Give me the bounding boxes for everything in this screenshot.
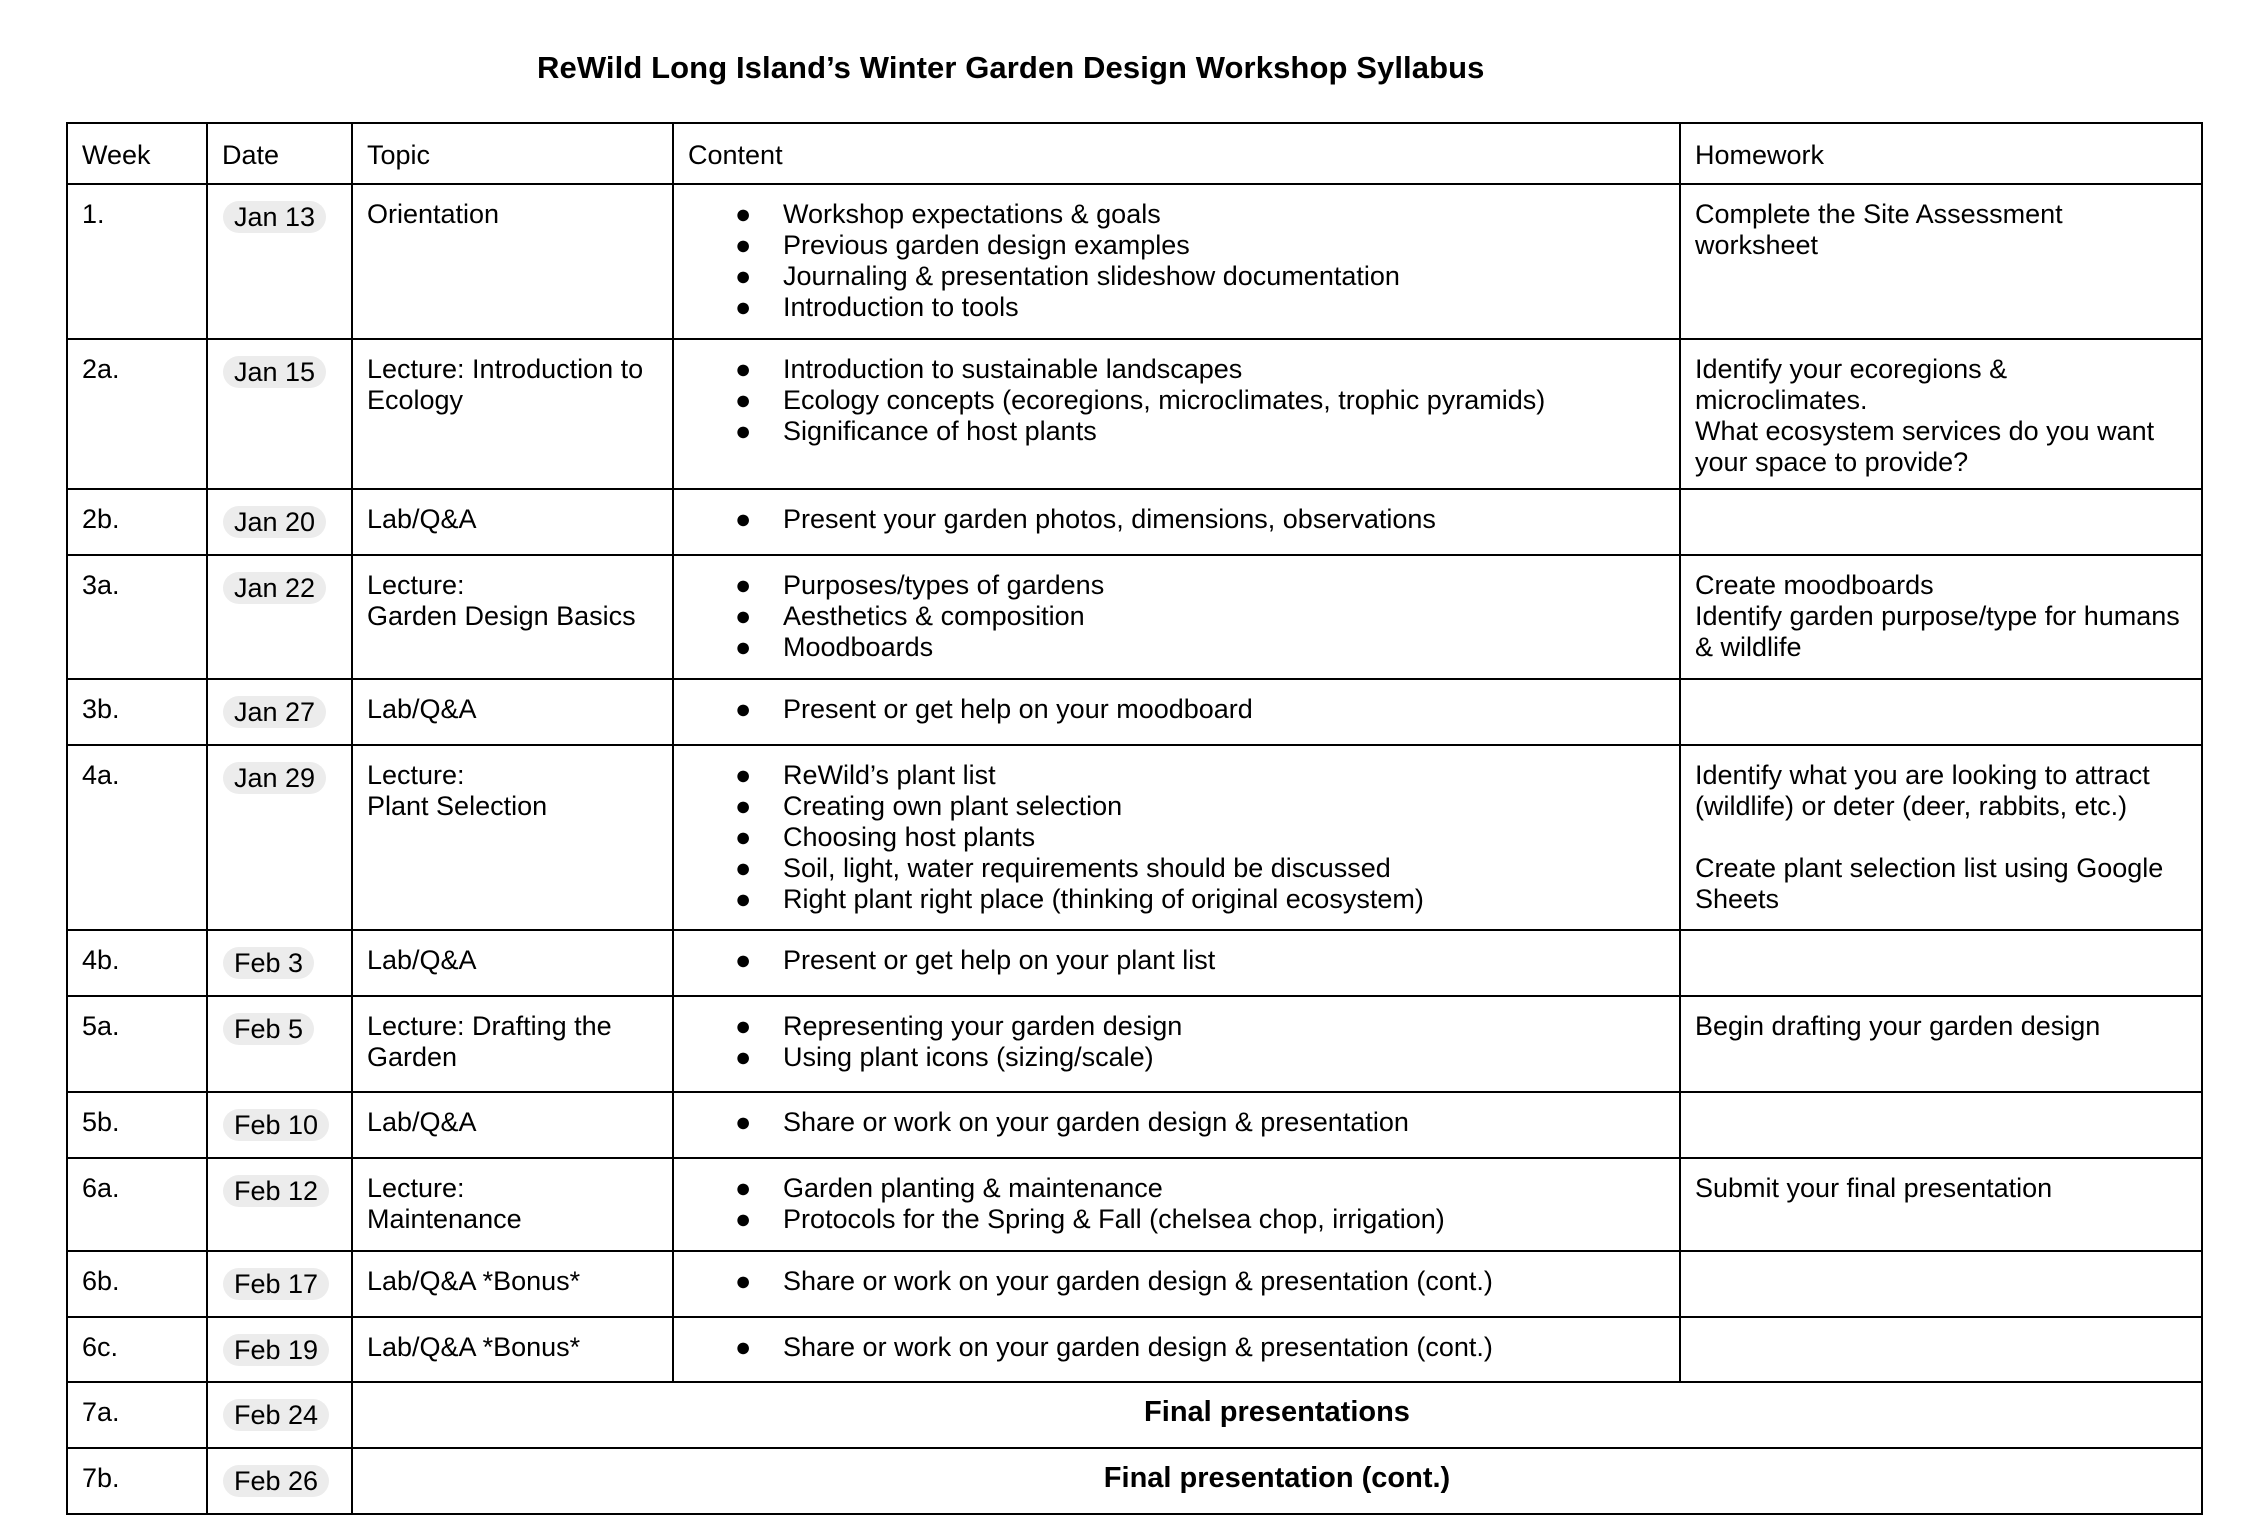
content-item: [735, 1173, 1665, 1204]
week-cell: 1.: [67, 184, 207, 339]
topic-line: Lecture: Introduction to: [367, 354, 644, 384]
content-item-text: Share or work on your garden design & presentation: [783, 1107, 1409, 1137]
week-cell: 5b.: [67, 1092, 207, 1158]
content-list: [688, 1173, 1665, 1235]
content-cell: [673, 339, 1680, 489]
week-cell: 4b.: [67, 930, 207, 996]
table-row: [67, 679, 2202, 745]
topic-line: Lab/Q&A: [367, 945, 477, 975]
content-item-text: Share or work on your garden design & presentation (cont.): [783, 1266, 1493, 1296]
content-item-text: Choosing host plants: [783, 822, 1036, 852]
content-item-text: Purposes/types of gardens: [783, 570, 1105, 600]
content-item-text: Garden planting & maintenance: [783, 1173, 1163, 1203]
date-cell: [207, 1382, 352, 1448]
homework-line: Complete the Site Assessment: [1695, 199, 2063, 229]
header-date: Date: [207, 123, 352, 184]
date-cell: [207, 555, 352, 679]
topic-cell: [352, 1251, 673, 1317]
content-item: [735, 632, 1665, 663]
date-cell: [207, 930, 352, 996]
homework-line: Begin drafting your garden design: [1695, 1011, 2101, 1041]
content-item: [735, 199, 1665, 230]
content-list: [688, 199, 1665, 323]
content-item: [735, 884, 1665, 915]
content-item: [735, 1204, 1665, 1235]
week-cell: 7b.: [67, 1448, 207, 1514]
date-chip[interactable]: Feb 5: [223, 1013, 314, 1045]
content-item: [735, 1266, 1665, 1297]
content-item: [735, 791, 1665, 822]
content-item-text: Introduction to sustainable landscapes: [783, 354, 1243, 384]
bullet-icon: ●: [735, 945, 752, 975]
content-item-text: Representing your garden design: [783, 1011, 1183, 1041]
homework-cell: [1680, 1092, 2202, 1158]
date-cell: [207, 339, 352, 489]
date-cell: [207, 1251, 352, 1317]
topic-line: Lecture:: [367, 570, 465, 600]
date-cell: [207, 1448, 352, 1514]
topic-cell: [352, 1158, 673, 1251]
date-chip[interactable]: Feb 19: [223, 1334, 329, 1366]
date-cell: [207, 996, 352, 1092]
homework-line: Identify what you are looking to attract: [1695, 760, 2150, 790]
final-row: [67, 1448, 2202, 1514]
content-item-text: Ecology concepts (ecoregions, microclimates, trophic pyramids): [783, 385, 1546, 415]
homework-cell: [1680, 339, 2202, 489]
content-item-text: Introduction to tools: [783, 292, 1019, 322]
topic-cell: [352, 184, 673, 339]
content-item-text: Journaling & presentation slideshow documentation: [783, 261, 1400, 291]
table-row: [67, 930, 2202, 996]
homework-line: (wildlife) or deter (deer, rabbits, etc.): [1695, 791, 2128, 821]
table-row: [67, 1092, 2202, 1158]
date-chip[interactable]: Jan 15: [223, 356, 326, 388]
homework-cell: [1680, 745, 2202, 930]
content-item-text: Workshop expectations & goals: [783, 199, 1161, 229]
topic-line: Lab/Q&A *Bonus*: [367, 1266, 581, 1296]
syllabus-table: [66, 122, 2203, 1515]
topic-cell: [352, 339, 673, 489]
date-cell: [207, 1158, 352, 1251]
topic-cell: [352, 996, 673, 1092]
bullet-icon: ●: [735, 1011, 752, 1041]
bullet-icon: ●: [735, 1107, 752, 1137]
content-item: [735, 945, 1665, 976]
topic-cell: [352, 489, 673, 555]
topic-line: Lab/Q&A: [367, 504, 477, 534]
week-cell: 4a.: [67, 745, 207, 930]
homework-line: Identify garden purpose/type for humans: [1695, 601, 2180, 631]
content-item: [735, 1332, 1665, 1363]
bullet-icon: ●: [735, 694, 752, 724]
bullet-icon: ●: [735, 822, 752, 852]
homework-line: & wildlife: [1695, 632, 1802, 662]
content-item-text: Protocols for the Spring & Fall (chelsea chop, irrigation): [783, 1204, 1445, 1234]
final-presentation-cell: Final presentation (cont.): [352, 1448, 2202, 1514]
content-cell: [673, 1092, 1680, 1158]
week-cell: 2b.: [67, 489, 207, 555]
bullet-icon: ●: [735, 504, 752, 534]
content-item-text: Creating own plant selection: [783, 791, 1123, 821]
homework-line: Submit your final presentation: [1695, 1173, 2053, 1203]
topic-line: Lab/Q&A *Bonus*: [367, 1332, 581, 1362]
content-cell: [673, 996, 1680, 1092]
date-cell: [207, 679, 352, 745]
content-list: [688, 1332, 1665, 1363]
document-title: ReWild Long Island’s Winter Garden Design Workshop Syllabus: [537, 50, 1485, 85]
table-row: [67, 745, 2202, 930]
content-item: [735, 760, 1665, 791]
bullet-icon: ●: [735, 1204, 752, 1234]
table-row: [67, 1317, 2202, 1382]
content-item-text: Previous garden design examples: [783, 230, 1190, 260]
date-cell: [207, 1317, 352, 1382]
bullet-icon: ●: [735, 416, 752, 446]
header-homework: Homework: [1680, 123, 2202, 184]
topic-line: Lab/Q&A: [367, 1107, 477, 1137]
week-cell: 5a.: [67, 996, 207, 1092]
table-row: [67, 339, 2202, 489]
final-presentation-cell: Final presentations: [352, 1382, 2202, 1448]
bullet-icon: ●: [735, 261, 752, 291]
bullet-icon: ●: [735, 354, 752, 384]
content-item: [735, 504, 1665, 535]
bullet-icon: ●: [735, 570, 752, 600]
content-list: [688, 1107, 1665, 1138]
content-list: [688, 760, 1665, 915]
topic-line: Lab/Q&A: [367, 694, 477, 724]
content-item: [735, 570, 1665, 601]
content-item: [735, 261, 1665, 292]
bullet-icon: ●: [735, 385, 752, 415]
date-chip[interactable]: Feb 17: [223, 1268, 329, 1300]
final-row: [67, 1382, 2202, 1448]
week-cell: 3b.: [67, 679, 207, 745]
topic-line: Maintenance: [367, 1204, 522, 1234]
bullet-icon: ●: [735, 1173, 752, 1203]
bullet-icon: ●: [735, 199, 752, 229]
topic-line: Garden: [367, 1042, 458, 1072]
date-chip[interactable]: Jan 29: [223, 762, 326, 794]
week-cell: 6b.: [67, 1251, 207, 1317]
header-topic: Topic: [352, 123, 673, 184]
bullet-icon: ●: [735, 791, 752, 821]
topic-line: Lecture:: [367, 1173, 465, 1203]
content-item-text: Using plant icons (sizing/scale): [783, 1042, 1154, 1072]
homework-cell: [1680, 1158, 2202, 1251]
content-cell: [673, 555, 1680, 679]
homework-line: your space to provide?: [1695, 447, 1969, 477]
week-cell: 7a.: [67, 1382, 207, 1448]
topic-line: Garden Design Basics: [367, 601, 636, 631]
homework-line: Identify your ecoregions & microclimates.: [1695, 354, 2008, 415]
bullet-icon: ●: [735, 292, 752, 322]
date-chip[interactable]: Jan 22: [223, 572, 326, 604]
content-item-text: Present your garden photos, dimensions, observations: [783, 504, 1436, 534]
bullet-icon: ●: [735, 853, 752, 883]
homework-cell: [1680, 996, 2202, 1092]
homework-cell: [1680, 1317, 2202, 1382]
homework-cell: [1680, 184, 2202, 339]
header-content: Content: [673, 123, 1680, 184]
content-cell: [673, 1158, 1680, 1251]
content-item-text: Soil, light, water requirements should be discussed: [783, 853, 1391, 883]
bullet-icon: ●: [735, 884, 752, 914]
date-cell: [207, 489, 352, 555]
content-item: [735, 822, 1665, 853]
content-item-text: Present or get help on your plant list: [783, 945, 1216, 975]
content-item: [735, 601, 1665, 632]
homework-cell: [1680, 1251, 2202, 1317]
content-item-text: Right plant right place (thinking of original ecosystem): [783, 884, 1424, 914]
content-list: [688, 694, 1665, 725]
content-item-text: ReWild’s plant list: [783, 760, 996, 790]
week-cell: 2a.: [67, 339, 207, 489]
homework-line: Sheets: [1695, 884, 1780, 914]
topic-cell: [352, 1317, 673, 1382]
date-chip[interactable]: Feb 26: [223, 1465, 329, 1497]
bullet-icon: ●: [735, 601, 752, 631]
content-item-text: Moodboards: [783, 632, 934, 662]
content-item: [735, 694, 1665, 725]
content-item: [735, 853, 1665, 884]
topic-line: Lecture: Drafting the: [367, 1011, 612, 1041]
bullet-icon: ●: [735, 230, 752, 260]
topic-cell: [352, 930, 673, 996]
date-cell: [207, 184, 352, 339]
content-list: [688, 570, 1665, 663]
date-chip[interactable]: Jan 20: [223, 506, 326, 538]
content-item-text: Share or work on your garden design & presentation (cont.): [783, 1332, 1493, 1362]
content-list: [688, 504, 1665, 535]
homework-cell: [1680, 489, 2202, 555]
homework-line: What ecosystem services do you want: [1695, 416, 2155, 446]
content-cell: [673, 930, 1680, 996]
homework-line: Create plant selection list using Google: [1695, 853, 2164, 883]
content-item: [735, 1011, 1665, 1042]
date-cell: [207, 745, 352, 930]
topic-cell: [352, 745, 673, 930]
table-row: [67, 489, 2202, 555]
homework-line: Create moodboards: [1695, 570, 1934, 600]
bullet-icon: ●: [735, 632, 752, 662]
table-row: [67, 555, 2202, 679]
homework-cell: [1680, 555, 2202, 679]
content-cell: [673, 184, 1680, 339]
homework-spacer: [1695, 822, 2187, 853]
content-item-text: Significance of host plants: [783, 416, 1097, 446]
bullet-icon: ●: [735, 1042, 752, 1072]
content-list: [688, 1011, 1665, 1073]
table-row: [67, 184, 2202, 339]
topic-cell: [352, 679, 673, 745]
content-item: [735, 416, 1665, 447]
date-chip[interactable]: Feb 12: [223, 1175, 329, 1207]
homework-cell: [1680, 930, 2202, 996]
homework-cell: [1680, 679, 2202, 745]
content-list: [688, 945, 1665, 976]
week-cell: 6a.: [67, 1158, 207, 1251]
content-item: [735, 354, 1665, 385]
week-cell: 6c.: [67, 1317, 207, 1382]
content-item: [735, 1042, 1665, 1073]
week-cell: 3a.: [67, 555, 207, 679]
date-chip[interactable]: Feb 10: [223, 1109, 329, 1141]
table-row: [67, 1158, 2202, 1251]
content-item: [735, 230, 1665, 261]
topic-line: Plant Selection: [367, 791, 548, 821]
date-chip[interactable]: Jan 13: [223, 201, 326, 233]
content-item: [735, 385, 1665, 416]
date-chip[interactable]: Jan 27: [223, 696, 326, 728]
topic-cell: [352, 1092, 673, 1158]
content-cell: [673, 489, 1680, 555]
content-cell: [673, 745, 1680, 930]
content-list: [688, 354, 1665, 447]
table-row: [67, 1251, 2202, 1317]
topic-line: Ecology: [367, 385, 464, 415]
content-item-text: Present or get help on your moodboard: [783, 694, 1253, 724]
date-chip[interactable]: Feb 24: [223, 1399, 329, 1431]
content-cell: [673, 679, 1680, 745]
bullet-icon: ●: [735, 1266, 752, 1296]
content-cell: [673, 1317, 1680, 1382]
table-row: [67, 996, 2202, 1092]
content-item: [735, 1107, 1665, 1138]
topic-line: Lecture:: [367, 760, 465, 790]
content-item: [735, 292, 1665, 323]
header-week: Week: [67, 123, 207, 184]
topic-cell: [352, 555, 673, 679]
content-cell: [673, 1251, 1680, 1317]
homework-line: worksheet: [1695, 230, 1819, 260]
date-chip[interactable]: Feb 3: [223, 947, 314, 979]
table-header-row: [67, 123, 2202, 184]
bullet-icon: ●: [735, 760, 752, 790]
content-list: [688, 1266, 1665, 1297]
bullet-icon: ●: [735, 1332, 752, 1362]
date-cell: [207, 1092, 352, 1158]
content-item-text: Aesthetics & composition: [783, 601, 1085, 631]
topic-line: Orientation: [367, 199, 500, 229]
